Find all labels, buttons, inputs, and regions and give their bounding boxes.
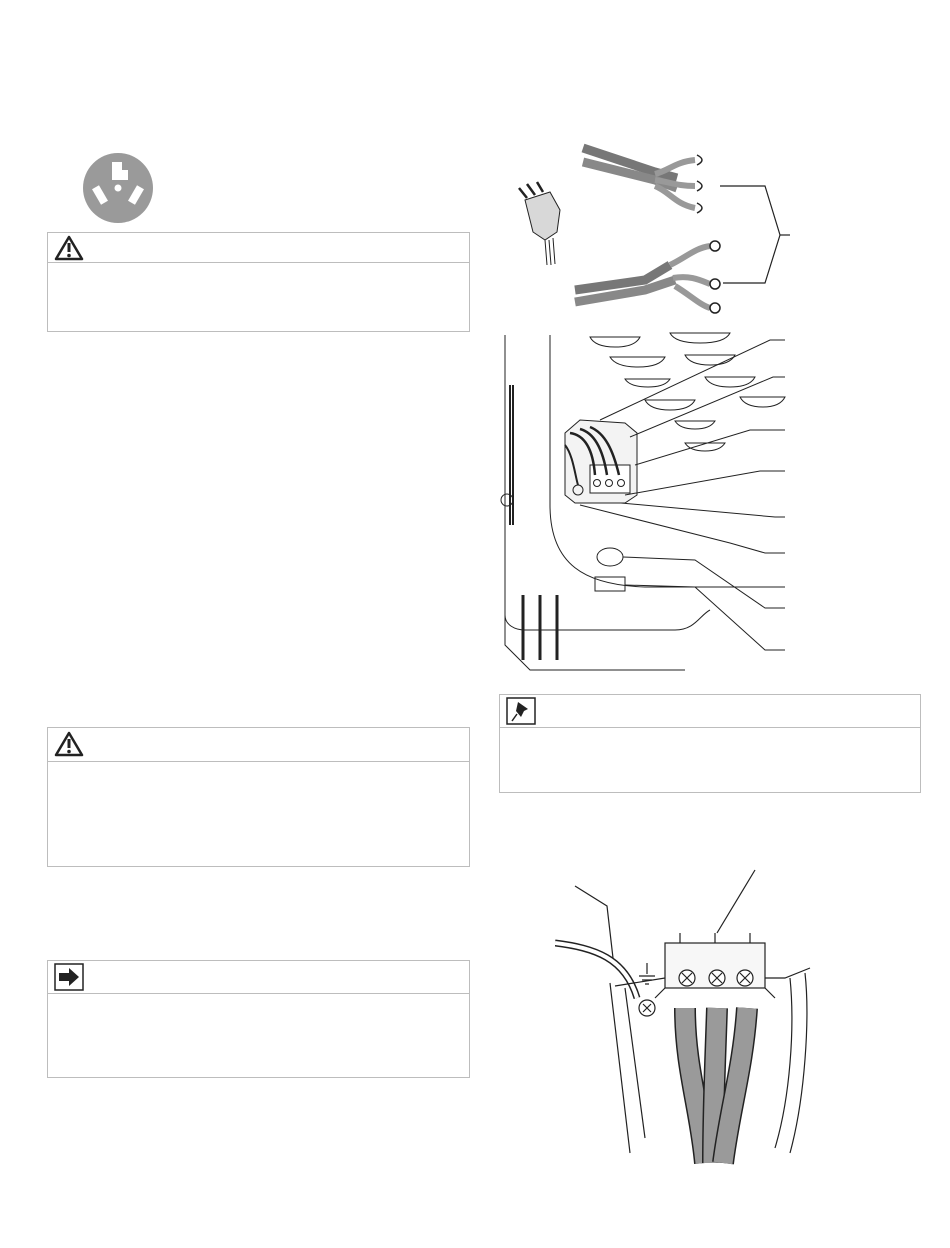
warning-box	[47, 727, 470, 867]
warning-box-header	[48, 728, 469, 762]
warning-box-body	[48, 263, 469, 275]
power-cord-illustration	[505, 140, 795, 320]
terminal-block-wiring-illustration	[555, 868, 860, 1168]
warning-box-header	[48, 233, 469, 263]
note-box-header	[500, 695, 920, 728]
warning-box-body	[48, 762, 469, 774]
next-step-box-header	[48, 961, 469, 994]
warning-triangle-icon	[54, 235, 84, 261]
three-prong-receptacle-icon	[82, 152, 154, 224]
warning-box	[47, 232, 470, 332]
dryer-back-panel-illustration	[495, 325, 795, 680]
pushpin-icon	[506, 697, 536, 725]
note-box-body	[500, 728, 920, 740]
note-box	[499, 694, 921, 793]
next-step-box-body	[48, 994, 469, 1006]
right-arrow-icon	[54, 963, 84, 991]
next-step-box	[47, 960, 470, 1078]
warning-triangle-icon	[54, 731, 84, 757]
